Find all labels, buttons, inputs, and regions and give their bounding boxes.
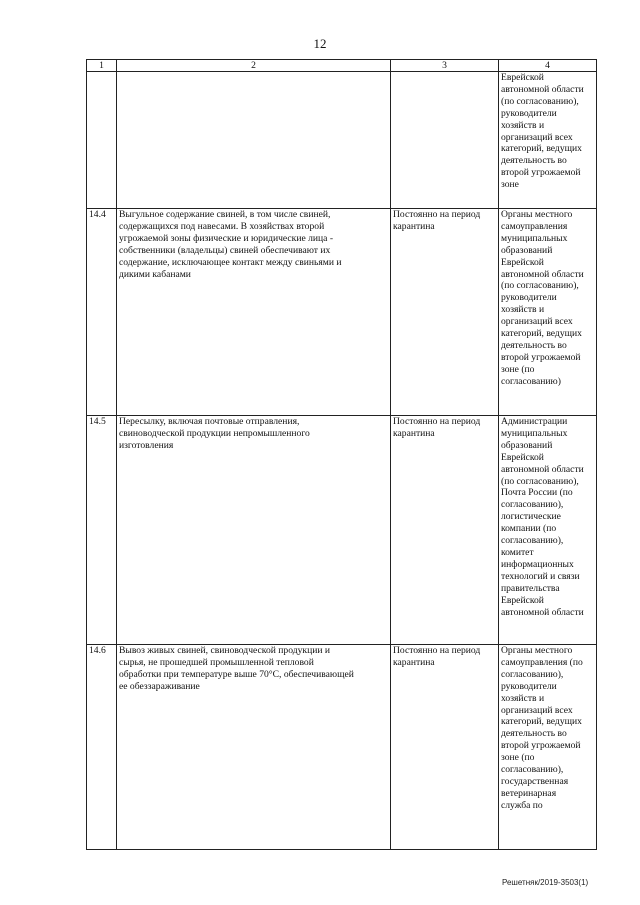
term-text-cell [391,645,499,850]
term-text-cell [391,416,499,645]
measure-text-line: свиноводческой продукции непромышленного [119,427,310,439]
responsible-text-line: согласованию), [501,499,564,511]
responsible-text-line: образований [501,244,553,256]
column-header-4: 4 [499,60,597,72]
responsible-text-line: организаций всех [501,131,573,143]
responsible-text-line: второй угрожаемой [501,351,581,363]
responsible-text-line: (по согласованию), [501,95,579,107]
responsible-text-line: технологий и связи [501,570,580,582]
responsible-text-line: хозяйств и [501,304,545,316]
measure-text-line: содержащихся под навесами. В хозяйствах второй [119,220,325,232]
responsible-text-line: категорий, ведущих [501,716,582,728]
item-number: 14.5 [87,416,117,645]
item-number: 14.4 [87,209,117,416]
responsible-text-cell [499,209,597,416]
responsible-text-line: согласованию) [501,375,561,387]
responsible-text-line: категорий, ведущих [501,143,582,155]
measure-text-line: Пересылку, включая почтовые отправления, [119,416,300,427]
measure-text-line: содержание, исключающее контакт между свиньями и [119,256,342,268]
responsible-text-line: правительства [501,582,560,594]
measure-text-line: Вывоз живых свиней, свиноводческой продукции и [119,645,331,656]
responsible-text-line: автономной области [501,463,584,475]
responsible-text-line: логистические [501,511,561,523]
responsible-text-line: руководители [501,292,557,304]
term-text-cell [391,72,499,209]
responsible-text-line: согласованию), [501,668,564,680]
responsible-text-line: самоуправления [501,220,568,232]
responsible-text-cell [499,72,597,209]
responsible-text-line: организаций всех [501,704,573,716]
responsible-text-line: (по согласованию), [501,475,579,487]
responsible-text-line: деятельность во [501,728,567,740]
term-text-line: карантина [393,220,435,232]
responsible-text-line: ветеринарная [501,787,557,799]
responsible-text-line: хозяйств и [501,692,545,704]
table-header-row [87,60,597,72]
item-number: 14.6 [87,645,117,850]
measure-text-line: собственники (владельцы) свиней обеспечивают их [119,244,331,256]
table-row [87,209,597,416]
responsible-text-line: Еврейской [501,256,544,268]
responsible-text-line: хозяйств и [501,119,545,131]
measure-text-cell [117,209,391,416]
responsible-text-line: Администрации [501,416,568,427]
column-header-1: 1 [87,60,117,72]
responsible-text-line: самоуправления (по [501,656,583,668]
measure-text-line: дикими кабанами [119,268,191,280]
responsible-text-line: государственная [501,775,569,787]
responsible-text-line: организаций всех [501,316,573,328]
document-footer: Решетняк/2019-3503(1) [502,878,589,887]
table-row [87,416,597,645]
responsible-text-line: муниципальных [501,232,568,244]
table-row [87,645,597,850]
responsible-text-line: руководители [501,107,557,119]
responsible-text-line: (по согласованию), [501,280,579,292]
responsible-text-line: зоне (по [501,752,535,764]
responsible-text-line: деятельность во [501,339,567,351]
responsible-text-line: руководители [501,680,557,692]
responsible-text-line: информационных [501,558,574,570]
responsible-text-line: второй угрожаемой [501,167,581,179]
measure-text-line: Выгульное содержание свиней, в том числе свиней, [119,209,331,220]
term-text-line: Постоянно на период [393,416,481,427]
responsible-text-line: муниципальных [501,427,568,439]
responsible-text-line: Еврейской [501,451,544,463]
measure-text-line: угрожаемой зоны физические и юридические лица - [119,232,334,244]
responsible-text-line: второй угрожаемой [501,740,581,752]
responsible-text-line: зоне [501,179,519,191]
responsible-text-line: комитет [501,546,534,558]
responsible-text-line: зоне (по [501,363,535,375]
measure-text-cell [117,72,391,209]
term-text-line: карантина [393,427,435,439]
responsible-text-line: автономной области [501,606,584,618]
term-text-line: Постоянно на период [393,209,481,220]
measure-text-cell [117,416,391,645]
column-header-3: 3 [391,60,499,72]
measure-text-cell [117,645,391,850]
responsible-text-cell [499,645,597,850]
item-number [87,72,117,209]
responsible-text-line: деятельность во [501,155,567,167]
responsible-text-line: Еврейской [501,594,544,606]
term-text-line: карантина [393,656,435,668]
responsible-text-line: Органы местного [501,645,573,656]
responsible-text-line: автономной области [501,268,584,280]
responsible-text-line: автономной области [501,83,584,95]
measures-table [86,59,597,850]
term-text-cell [391,209,499,416]
responsible-text-line: Почта России (по [501,487,573,499]
responsible-text-line: категорий, ведущих [501,328,582,340]
responsible-text-line: компании (по [501,523,557,535]
measure-text-line: обработки при температуре выше 70°С, обеспечивающей [119,668,354,680]
responsible-text-line: образований [501,439,553,451]
measure-text-line: изготовления [119,439,174,451]
responsible-text-line: согласованию), [501,764,564,776]
responsible-text-line: Еврейской [501,72,544,83]
responsible-text-cell [499,416,597,645]
responsible-text-line: согласованию), [501,535,564,547]
responsible-text-line: Органы местного [501,209,573,220]
measure-text-line: ее обеззараживание [119,680,200,692]
column-header-2: 2 [117,60,391,72]
measure-text-line: сырья, не прошедшей промышленной тепловой [119,656,314,668]
table-row [87,72,597,209]
term-text-line: Постоянно на период [393,645,481,656]
page-number: 12 [313,36,327,51]
responsible-text-line: служба по [501,799,543,811]
